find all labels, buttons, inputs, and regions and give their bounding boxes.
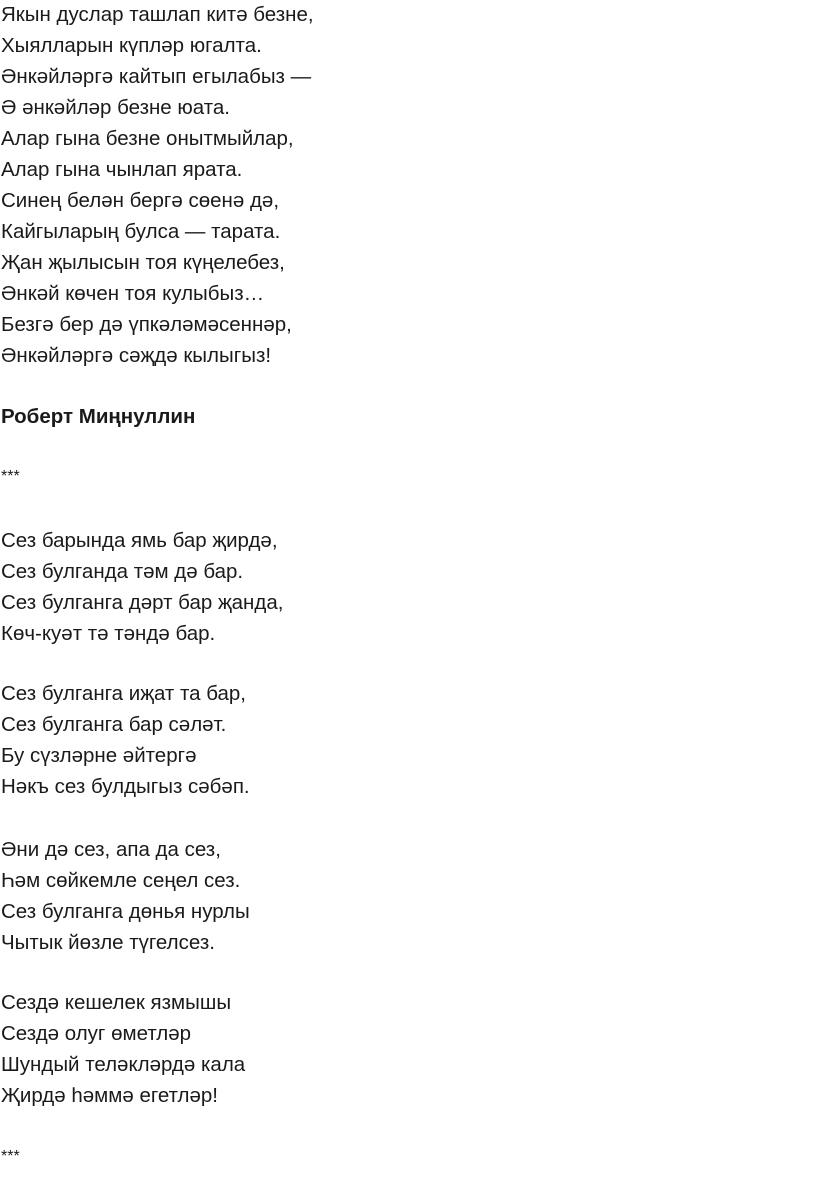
poem1-line: Әнкәйләргә кайтып егылабыз — [1,65,312,88]
poem2-line: Һәм сөйкемле сеңел сез. [1,869,241,892]
poem1-line: Алар гына безне онытмыйлар, [1,127,294,150]
poem1-line: Синең белән бергә сөенә дә, [1,189,280,212]
poem1-line: Алар гына чынлап ярата. [1,158,243,181]
poem2-line: Җирдә һәммә егетләр! [1,1084,219,1107]
poem1-line: Әнкәй көчен тоя кулыбыз… [1,282,265,305]
poem2-line: Әни дә сез, апа да сез, [1,838,221,861]
poem1-line: Ә әнкәйләр безне юата. [1,96,230,119]
poem1-line: Безгә бер дә үпкәләмәсеннәр, [1,313,292,336]
poem2-line: Сездә кешелек язмышы [1,991,232,1014]
poem2-line: Сездә олуг өметләр [1,1022,192,1045]
author-name: Роберт Миңнуллин [1,405,196,428]
separator-stars: *** [1,468,20,485]
poem2-line: Сез булганга иҗат та бар, [1,682,246,705]
poem1-line: Хыялларын күпләр югалта. [1,34,262,57]
separator-stars: *** [1,1148,20,1165]
poem2-line: Көч-куәт тә тәндә бар. [1,622,216,645]
poem2-line: Шундый теләкләрдә кала [1,1053,246,1076]
poem1-line: Җан җылысын тоя күңелебез, [1,251,285,274]
poem2-line: Сез барында ямь бар җирдә, [1,529,278,552]
poem2-line: Нәкъ сез булдыгыз сәбәп. [1,775,250,798]
poem2-line: Сез булганга дөнья нурлы [1,900,250,923]
poem2-line: Сез булганда тәм дә бар. [1,560,244,583]
poem2-line: Сез булганга дәрт бар җанда, [1,591,284,614]
poem2-line: Сез булганга бар сәләт. [1,713,227,736]
poem2-line: Чытык йөзле түгелсез. [1,931,215,954]
poem1-line: Якын дуслар ташлап китә безне, [1,3,314,26]
poem2-line: Бу сүзләрне әйтергә [1,744,197,767]
poem1-line: Әнкәйләргә сәҗдә кылыгыз! [1,344,272,367]
poem1-line: Кайгыларың булса — тарата. [1,220,281,243]
